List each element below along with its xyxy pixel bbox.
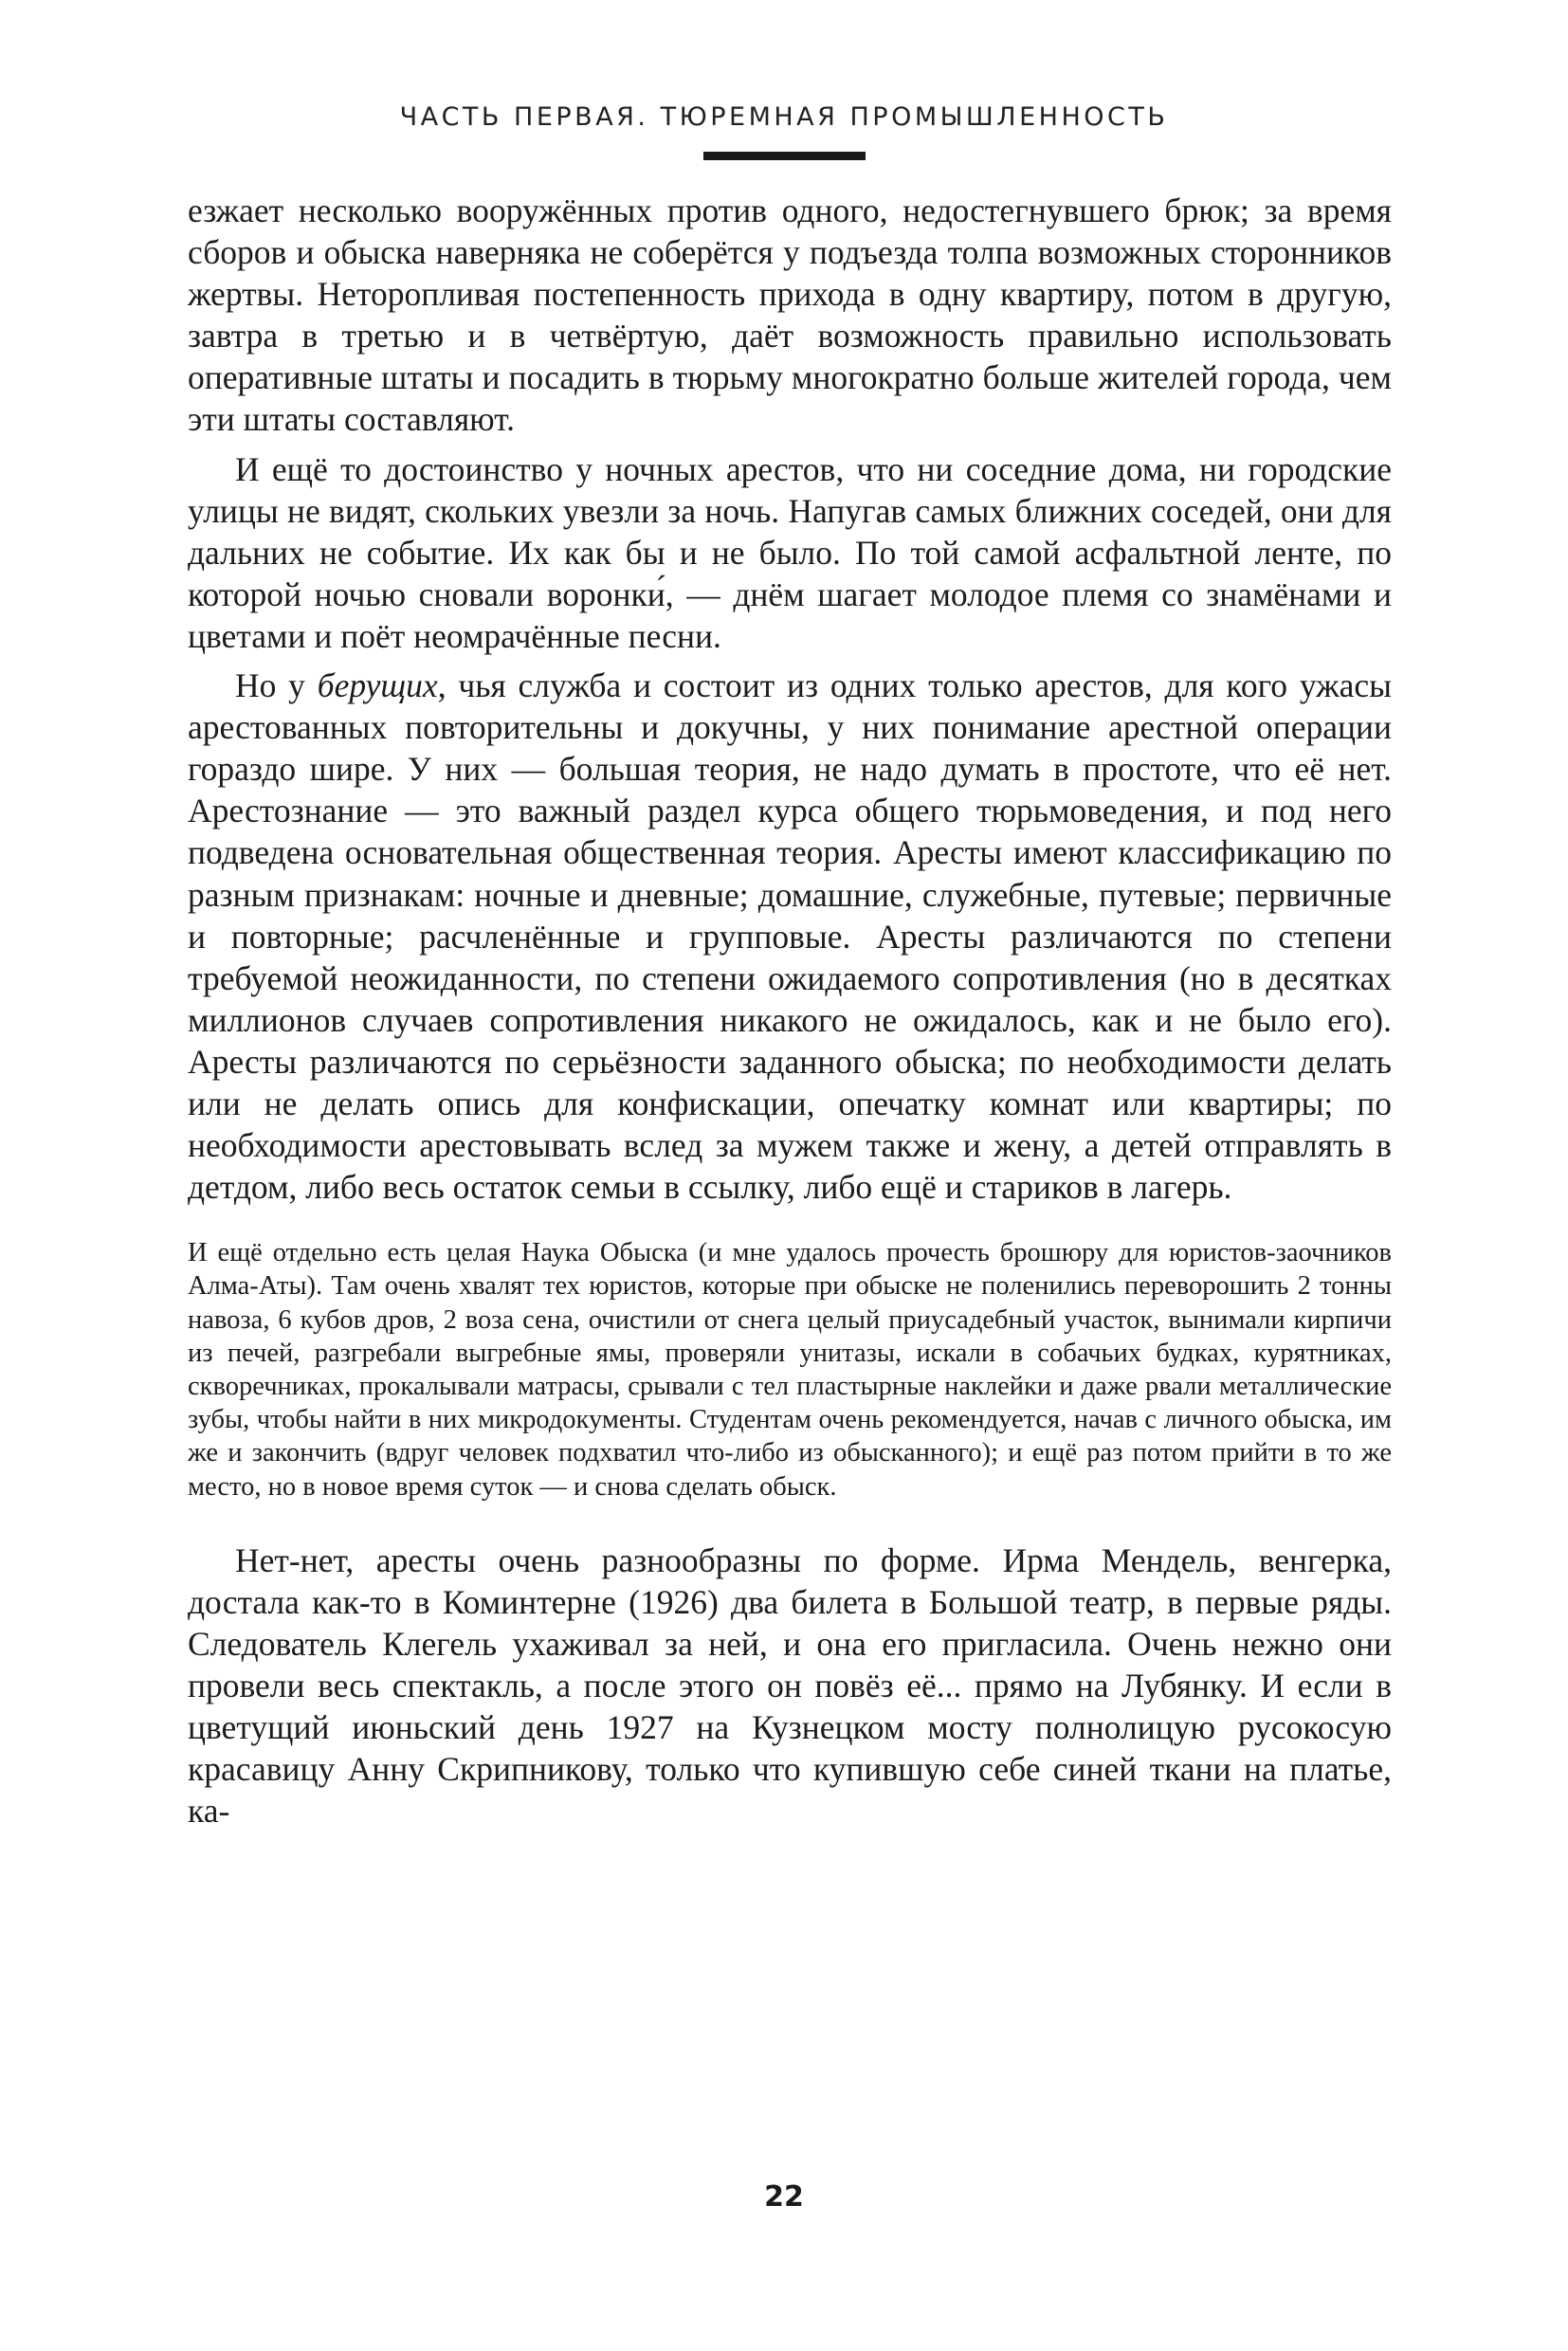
paragraph-arrest-theory-rest: , чья служба и состоит из одних только арестов, для кого ужасы арестованных повторительны и докучны, у них понимание арестной операции гораздо шире. У них — большая теория, не надо думать в простоте, что её нет. Арестознание — это важный раздел курса общего тюрьмоведения, и под него подведена основательная общественная теория. Аресты имеют классификацию по разным признакам: ночные и дневные; домашние, служебные, путевые; первичные и повторные; расчленённые и групповые. Аресты различаются по степени требуемой неожиданности, по степени ожидаемого сопротивления (но в десятках миллионов случаев сопротивления никакого не ожидалось, как и не было его). Аресты различаются по серьёзности заданного обыска; по необходимости делать или не делать опись для конфискации, опечатку комнат или квартиры; по необходимости арестовывать вслед за мужем также и жену, а детей отправлять в детдом, либо весь остаток семьи в ссылку, либо ещё и стариков в лагерь. <box>188 666 1392 1207</box>
italic-term-beruschih: берущих <box>317 666 438 705</box>
running-head-rule <box>703 152 866 160</box>
small-print-note: И ещё отдельно есть целая Наука Обыска (и мне удалось прочесть брошюру для юристов-заочников Алма-Аты). Там очень хвалят тех юристов, которые при обыске не поленились переворошить 2 тонны навоза, 6 кубов дров, 2 воза сена, очистили от снега целый приусадебный участок, вынимали кирпичи из печей, разгребали выгребные ямы, проверяли унитазы, искали в собачьих будках, курятниках, скворечниках, прокалывали матрасы, срывали с тел пластырные наклейки и даже рвали металлические зубы, чтобы найти в них микродокументы. Студентам очень рекомендуется, начав с личного обыска, им же и закончить (вдруг человек подхватил что-либо из обысканного); и ещё раз потом прийти в то же место, но в новое время суток — и снова сделать обыск. <box>188 1238 1392 1502</box>
body-text <box>188 190 1392 1832</box>
running-head: ЧАСТЬ ПЕРВАЯ. ТЮРЕМНАЯ ПРОМЫШЛЕННОСТЬ <box>399 102 1169 132</box>
paragraph-irma-mendel: Нет-нет, аресты очень разнообразны по форме. Ирма Мендель, венгерка, достала как-то в Коминтерне (1926) два билета в Большой театр, в первые ряды. Следователь Клегель ухаживал за ней, и она его пригласила. Очень нежно они провели весь спектакль, а после этого он повёз её... прямо на Лубянку. И если в цветущий июньский день 1927 на Кузнецком мосту полнолицую русокосую красавицу Анну Скрипникову, только что купившую себе синей ткани на платье, ка- <box>188 1540 1392 1831</box>
paragraph-arrest-theory-start: Но у <box>235 666 318 705</box>
paragraph-arrest-theory <box>188 665 1392 1208</box>
paragraph-night-arrests: И ещё то достоинство у ночных арестов, что ни соседние дома, ни городские улицы не видят, скольких увезли за ночь. Напугав самых ближних соседей, они для дальних не событие. Их как бы и не было. По той самой асфальтной ленте, по которой ночью сновали воронки́, — днём шагает молодое племя со знамёнами и цветами и поёт неомрачённые песни. <box>188 449 1392 655</box>
page-number: 22 <box>764 2180 804 2214</box>
paragraph-continuation: езжает несколько вооружённых против одного, недостегнувшего брюк; за время сборов и обыска наверняка не соберётся у подъезда толпа возможных сторонников жертвы. Неторопливая постепенность прихода в одну квартиру, потом в другую, завтра в третью и в четвёртую, даёт возможность правильно использовать оперативные штаты и посадить в тюрьму многократно больше жителей города, чем эти штаты составляют. <box>188 191 1392 439</box>
